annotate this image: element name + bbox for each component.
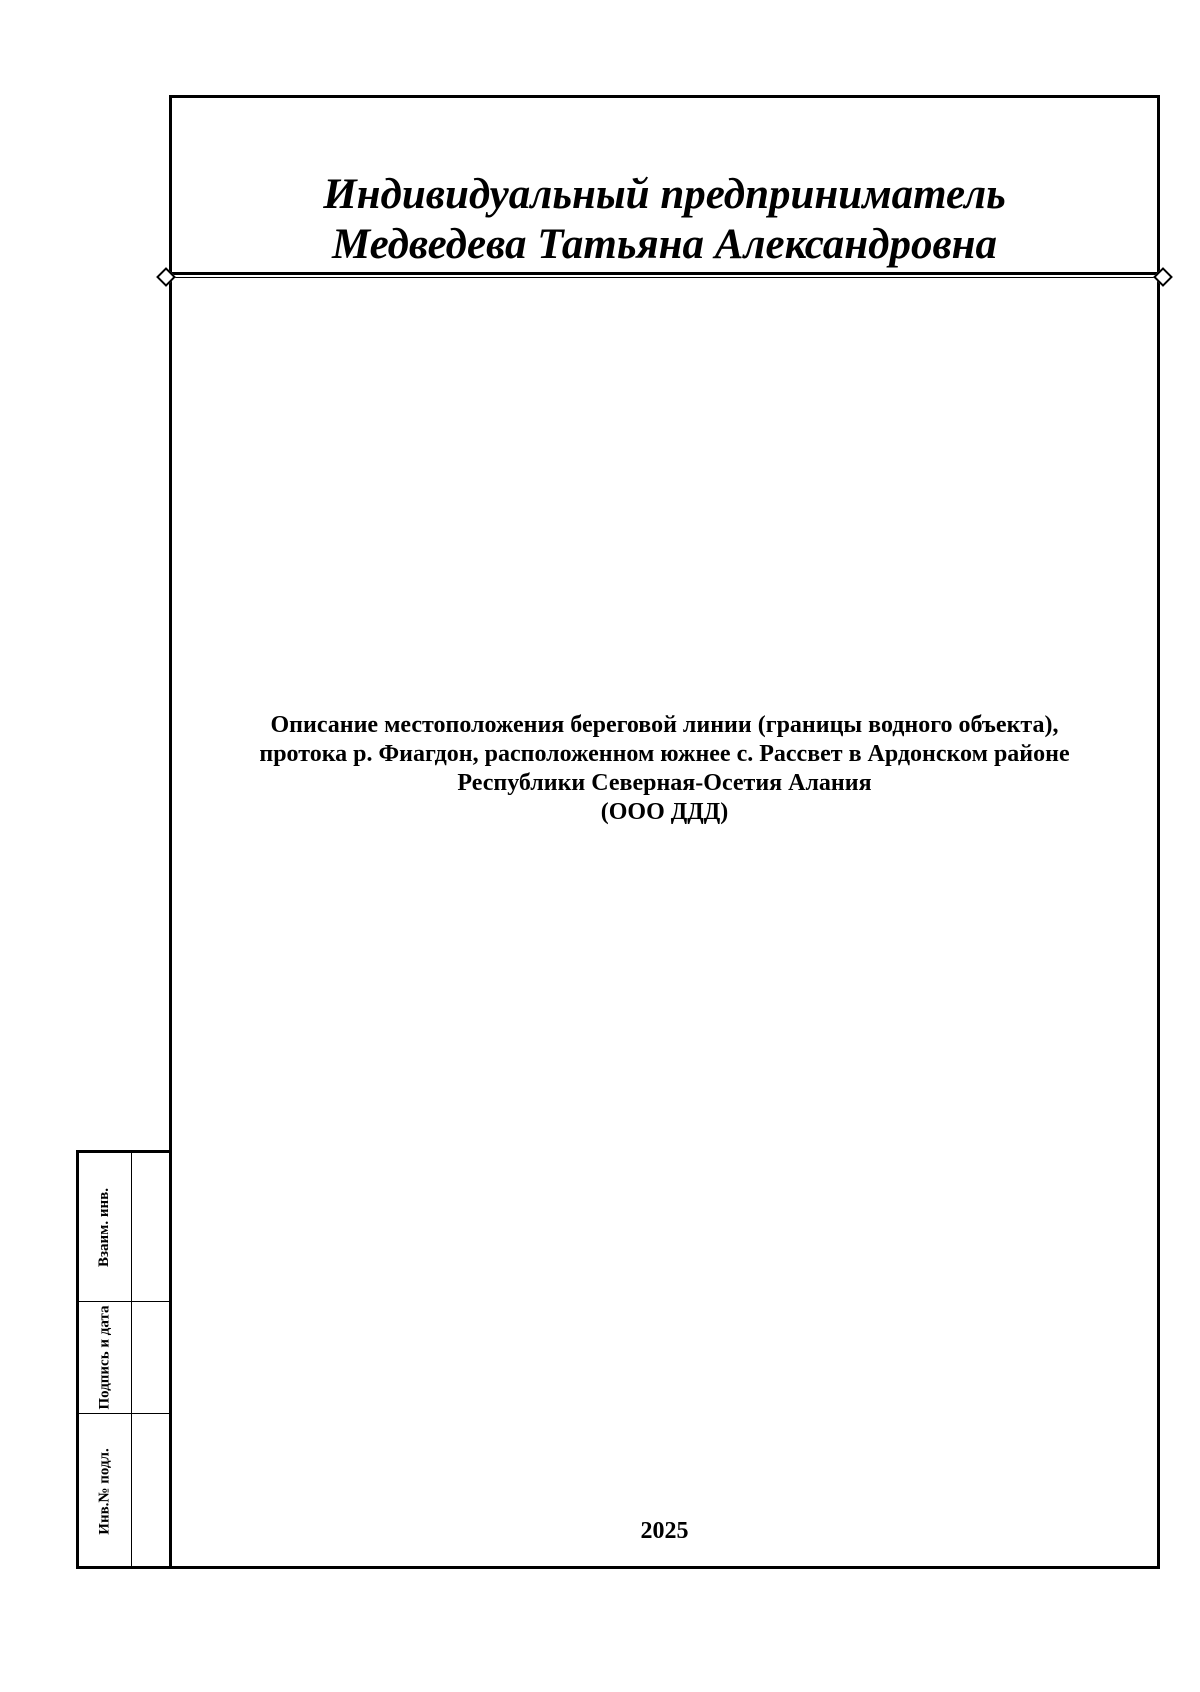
document-frame [169,95,1160,1569]
title-line-2: протока р. Фиагдон, расположенном южнее с. Рассвет в Ардонском районе [259,741,1070,767]
title-line-4: (ООО ДДД) [600,799,729,825]
stamp-cell-inv-podl [79,1413,131,1569]
stamp-label-podpis: Подпись и дата [96,1304,113,1410]
stamp-cell-podpis [79,1301,131,1413]
stamp-label-vzaim: Взаим. инв. [96,1187,113,1267]
document-title [172,711,1157,827]
title-line-1: Описание местоположения береговой линии (границы водного объекта), [270,712,1059,738]
stamp-column-divider [131,1153,132,1566]
header-divider [166,272,1163,278]
document-year: 2025 [640,1518,689,1544]
side-stamp-table [76,1150,169,1569]
stamp-label-inv-podl: Инв.№ подл. [96,1447,113,1535]
header-line-1: Индивидуальный предприниматель [323,171,1006,218]
header-block [172,98,1157,274]
stamp-cell-vzaim [79,1153,131,1301]
title-line-3: Республики Северная-Осетия Алания [457,770,872,796]
header-line-2: Медведева Татьяна Александровна [331,221,998,268]
